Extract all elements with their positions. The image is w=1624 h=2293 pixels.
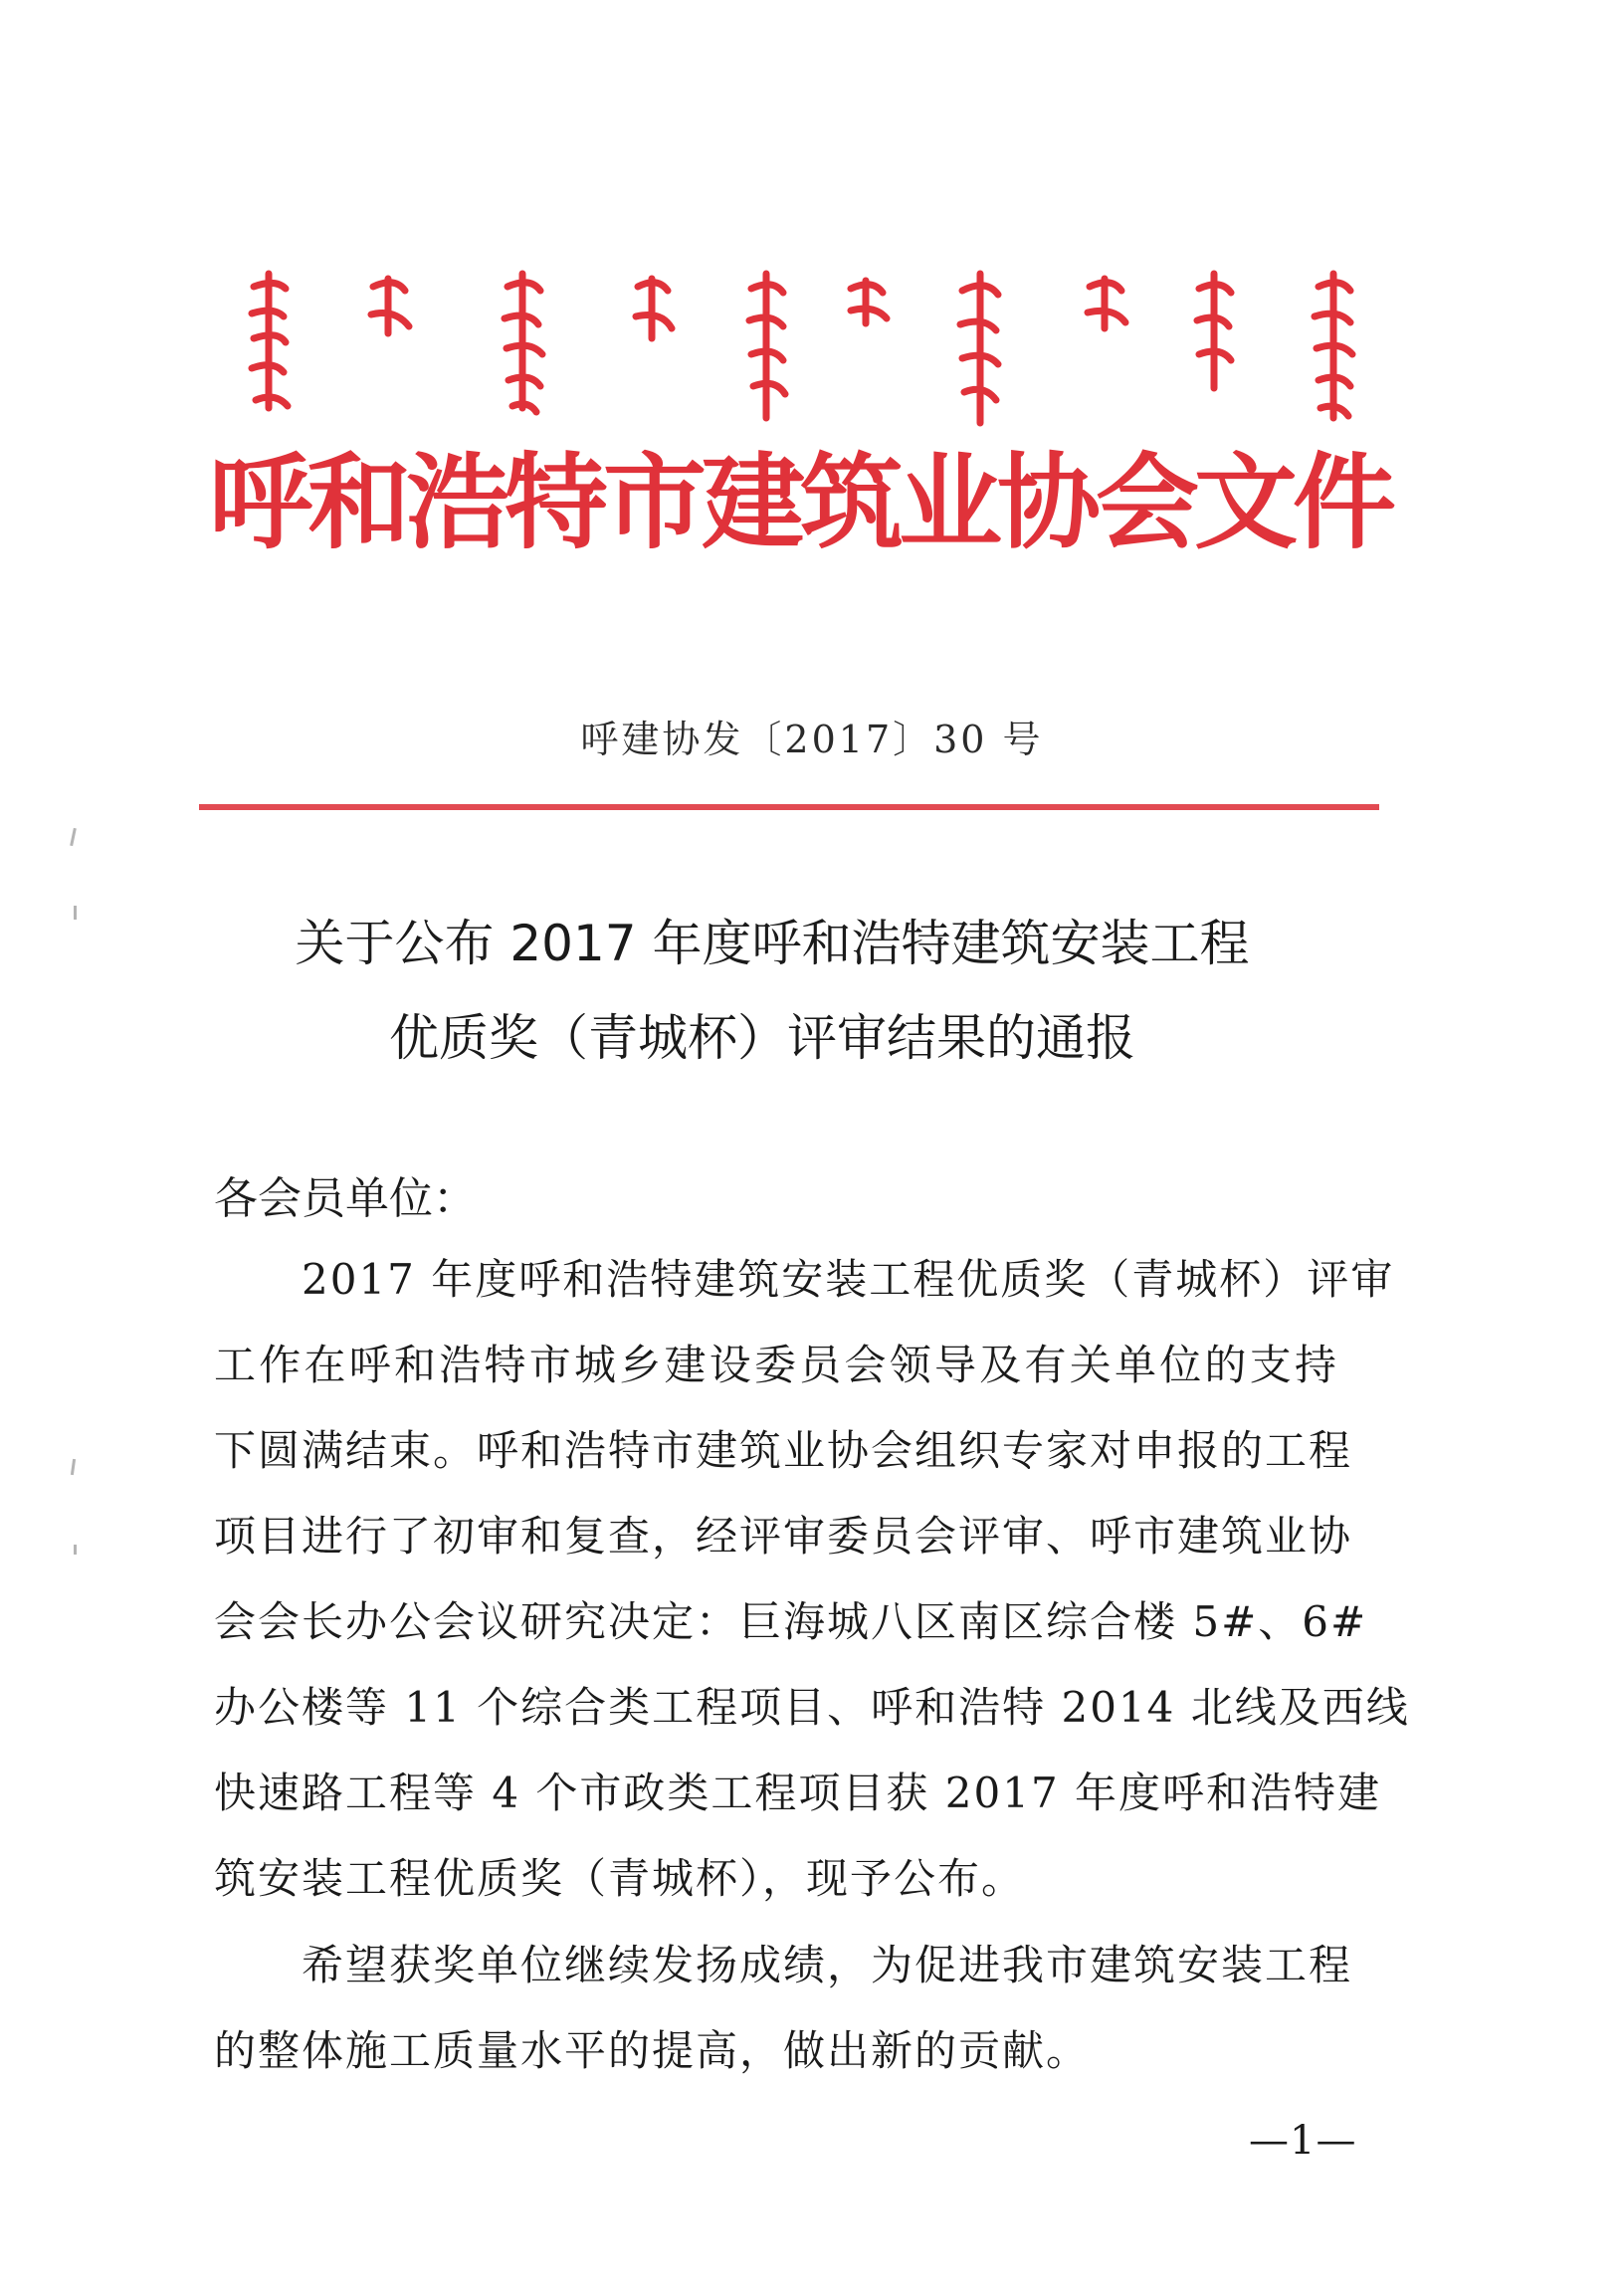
- paragraph-line: 项目进行了初审和复查，经评审委员会评审、呼市建筑业协: [214, 1512, 1353, 1561]
- mongolian-script-graphic: [214, 269, 1378, 428]
- paragraph-line: 2017 年度呼和浩特建筑安装工程优质奖（青城杯）评审: [302, 1255, 1395, 1304]
- body-paragraph-2: [214, 1923, 1353, 2094]
- mongolian-script-header: [214, 269, 1378, 428]
- paragraph-line: 的整体施工质量水平的提高，做出新的贡献。: [214, 2026, 1091, 2075]
- notice-title-line-1: 关于公布 2017 年度呼和浩特建筑安装工程: [295, 915, 1250, 972]
- salutation: 各会员单位：: [214, 1173, 477, 1224]
- paragraph-line: 办公楼等 11 个综合类工程项目、呼和浩特 2014 北线及西线: [214, 1683, 1410, 1732]
- paragraph-line: 会会长办公会议研究决定：巨海城八区南区综合楼 5#、6#: [214, 1597, 1368, 1646]
- paragraph-line: 快速路工程等 4 个市政类工程项目获 2017 年度呼和浩特建: [214, 1769, 1382, 1817]
- paragraph-line: 工作在呼和浩特市城乡建设委员会领导及有关单位的支持: [214, 1341, 1338, 1389]
- scan-artifact: [71, 1459, 76, 1475]
- body-paragraph-1: [214, 1237, 1410, 1922]
- red-divider-line: [199, 804, 1379, 810]
- organization-title: 呼和浩特市建筑业协会文件: [209, 441, 1392, 563]
- paragraph-line: 下圆满结束。呼和浩特市建筑业协会组织专家对申报的工程: [214, 1426, 1353, 1475]
- notice-title-line-2: 优质奖（青城杯）评审结果的通报: [389, 1009, 1135, 1067]
- document-number: 呼建协发〔2017〕30 号: [580, 718, 1044, 761]
- page-number: —1—: [1249, 2118, 1357, 2164]
- paragraph-line: 希望获奖单位继续发扬成绩，为促进我市建筑安装工程: [302, 1941, 1353, 1989]
- scan-artifact: [70, 828, 77, 846]
- paragraph-line: 筑安装工程优质奖（青城杯），现予公布。: [214, 1854, 1026, 1903]
- scan-artifact: [74, 1545, 77, 1555]
